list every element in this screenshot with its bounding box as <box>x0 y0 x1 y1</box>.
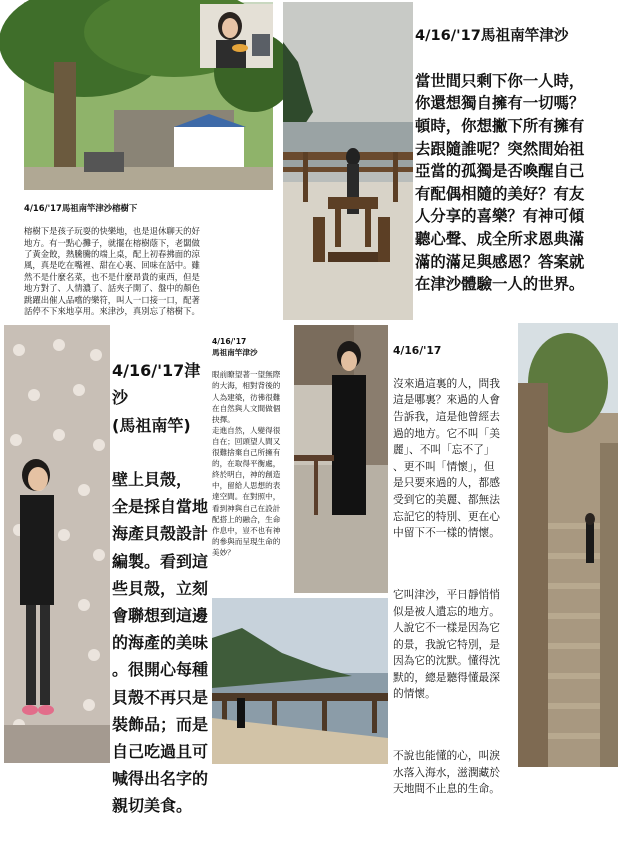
forgotten-para-2: 它叫津沙，平日靜悄悄 似是被人遺忘的地方。 人說它不一樣是因為它 的景，我說它特別，是 因為它的沈默。懂得沈 默的，總是聽得懂最深 的情懷。 <box>393 587 500 701</box>
shells-body: 壁上貝殼， 全是採自當地 海產貝殼設計 編製。看到這 些貝殼，立刻 會聯想到這邊 的海產的美味 。很開心每種 貝殼不再只是 裝飾品；而是 自己吃過且可 喊得出名字的 親切美食。 <box>112 470 209 816</box>
banyan-body: 榕樹下是孩子玩耍的快樂地，也是退休聊天的好 地方。有一點心攤子，就擺在榕樹蔭下，老闆做 了黃金餃，熱騰騰的端上桌，配上初春拂面的涼 風，真是吃在嘴裡、甜在心裏、回味在話中。雖 然不是什麼名菜，也不是什麼昂貴的東西，但是 地方對了、人情濃了、話夾子開了、盤中的顏色 跳躍出催人品嚐的樂符，叫人一口接一口，配著 話停不下來地享用。來津沙，真別忘了榕樹下。 <box>24 226 200 317</box>
alone-heading: 4/16/'17馬祖南竿津沙 <box>415 26 569 44</box>
sea-view-bench-image <box>283 2 413 320</box>
forgotten-para-3: 不說也能懂的心，叫淚 水落入海水，滋潤藏於 天地間不止息的生命。 <box>393 749 500 796</box>
seaside-bench-photo <box>283 2 413 320</box>
woman-at-shell-wall-image <box>4 325 110 763</box>
woman-by-railing-image <box>294 325 388 593</box>
portrait-inset <box>200 4 273 68</box>
woman-with-food-image <box>200 4 273 68</box>
shells-text-block <box>112 330 212 816</box>
alone-body: 當世間只剩下你一人時， 你還想獨自擁有一切嗎？ 頓時，你想撇下所有擁有 去跟隨誰呢？突然間始祖 亞當的孤獨是否喚醒自己 有配偶相隨的美好？有友 人分享的喜樂？有神可傾 聽心聲、成全所求恩典滿 滿的滿足與感恩？答案就 在津沙體驗一人的世界。 <box>415 71 585 294</box>
coastal-boardwalk-image <box>212 598 388 764</box>
alone-text-block <box>415 2 618 320</box>
woman-seaside-photo <box>294 325 388 593</box>
coastal-walkway-photo <box>212 598 388 764</box>
stone-staircase-image <box>518 323 618 767</box>
shells-heading: 4/16/'17津沙 (馬祖南竿) <box>112 361 201 435</box>
stone-stairs-photo <box>518 323 618 767</box>
ocean-text-block <box>212 325 298 607</box>
ocean-body: 眼前瞭望著一望無際 的大海，相對背後的 人為建築，彷彿很難 在自然與人文間做個 抉擇。 走進自然，人變得很 自在；回頭望人間又 很難捨棄自己所擁有 的，在取得平衡處， 終於明白，神的創造 中，留給人思想的表 達空間。在對照中， 看到神與自己在設計 配搭上的融合，生命 作息中，豈不也有神 的參與而呈現生命的 美妙？ <box>212 370 281 557</box>
forgotten-para-1: 沒來過這裏的人，問我 這是哪裏？來過的人會 告訴我，這是他曾經去 過的地方。它不叫「美 麗」、不叫「忘不了」 、更不叫「情懷」，但 是只要來過的人，都感 受到它的美麗、都無法 忘記它的特別、更在心 中留下不一樣的情懷。 <box>393 376 500 540</box>
ocean-heading: 4/16/'17 馬祖南竿津沙 <box>212 337 258 358</box>
banyan-text-block <box>24 192 274 320</box>
forgotten-text-block <box>393 326 519 796</box>
banyan-heading: 4/16/'17馬祖南竿津沙榕樹下 <box>24 203 138 214</box>
shell-wall-photo <box>4 325 110 763</box>
forgotten-heading: 4/16/'17 <box>393 343 442 357</box>
